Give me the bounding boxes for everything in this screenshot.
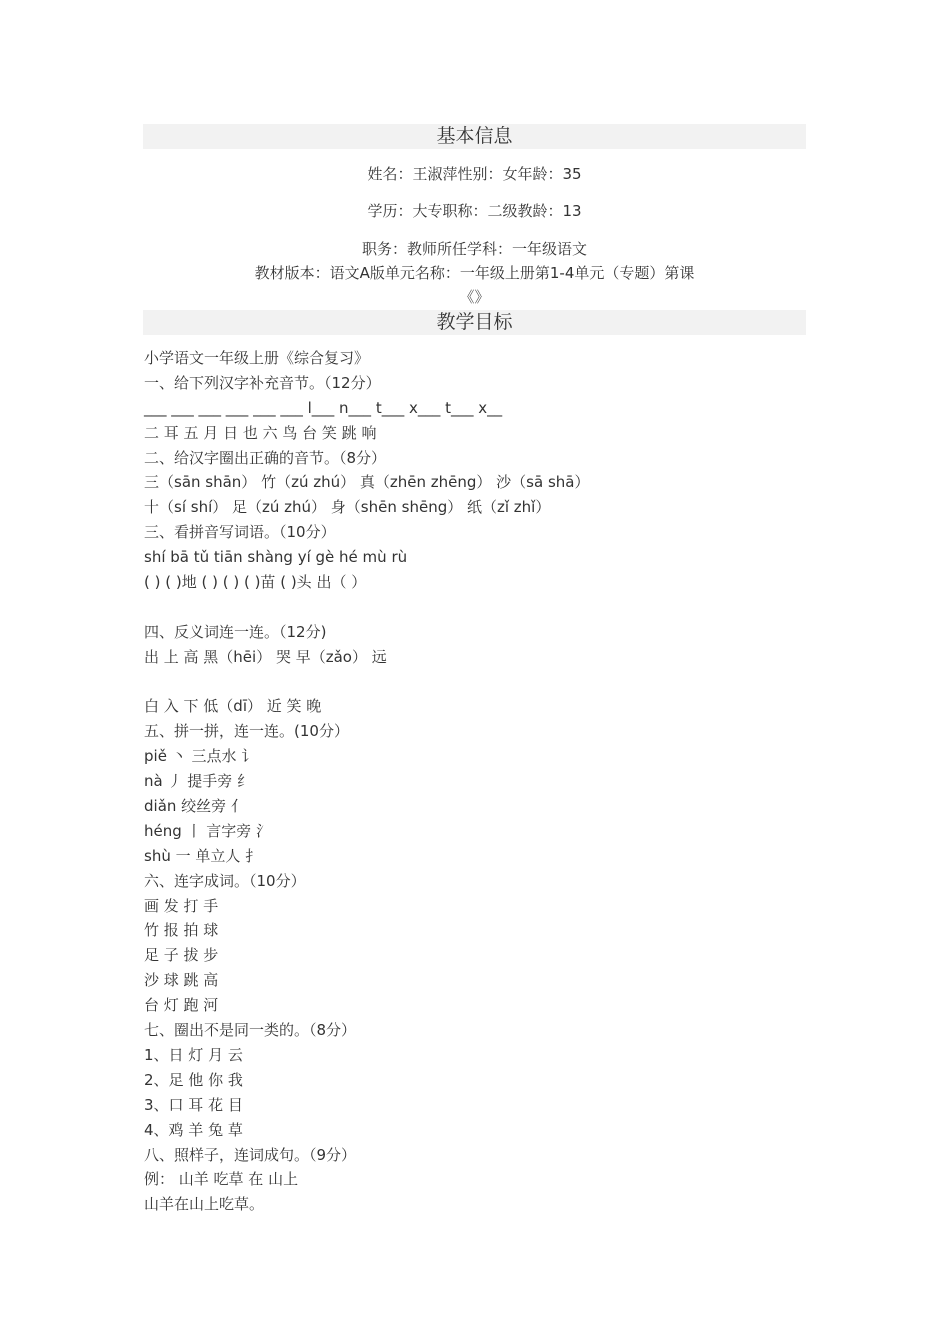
objective-line: diǎn 绞丝旁 亻	[144, 797, 246, 816]
info-line-position: 职务：教师所任学科：一年级语文	[361, 240, 587, 258]
objective-line: 沙 球 跳 高	[144, 971, 219, 990]
objective-line: héng 丨 言字旁 氵	[144, 821, 272, 840]
objectives-body	[144, 346, 824, 1217]
objective-line: 台 灯 跑 河	[144, 996, 219, 1015]
info-line-lesson: 《》	[459, 288, 490, 306]
section-title-objectives: 教学目标	[143, 310, 806, 335]
objective-line: nà 丿 提手旁 纟	[144, 772, 253, 791]
objective-line: 三、看拼音写词语。（10分）	[144, 523, 336, 542]
objective-line: 小学语文一年级上册《综合复习》	[144, 349, 370, 367]
objective-line: 3、口 耳 花 目	[144, 1095, 243, 1114]
info-line-name: 姓名：王淑萍性别：女年龄：35	[367, 165, 582, 183]
objective-line: 四、反义词连一连。（12分)	[144, 622, 327, 641]
info-line-textbook: 教材版本：语文A版单元名称：一年级上册第1-4单元（专题）第课	[254, 264, 695, 282]
objective-line: 2、足 他 你 我	[144, 1070, 243, 1089]
objective-line: 七、圈出不是同一类的。（8分）	[144, 1021, 357, 1040]
objective-line: 画 发 打 手	[144, 896, 219, 915]
objective-line: 一、给下列汉字补充音节。（12分）	[144, 373, 381, 392]
objective-line: 二 耳 五 月 日 也 六 鸟 台 笑 跳 响	[144, 423, 377, 442]
objective-line: ( ) ( )地 ( ) ( ) ( )苗 ( )头 出（ ）	[144, 573, 367, 592]
section-title-basic-info: 基本信息	[143, 124, 806, 149]
objective-line: 竹 报 拍 球	[144, 921, 219, 940]
objective-line: 三（sān shān） 竹（zú zhú） 真（zhēn zhēng） 沙（sā shā）	[144, 473, 590, 492]
objective-line: 五、拼一拼，连一连。(10分）	[144, 722, 349, 741]
objective-line: 足 子 拔 步	[144, 946, 219, 965]
objective-line: piě 丶 三点水 讠	[144, 747, 257, 766]
objective-line: 出 上 高 黑（hēi） 哭 早（zǎo） 远	[144, 647, 387, 666]
objective-line: 山羊在山上吃草。	[144, 1195, 265, 1214]
objective-line: 1、日 灯 月 云	[144, 1045, 243, 1064]
info-line-education: 学历：大专职称：二级教龄：13	[367, 202, 582, 220]
blank-line	[144, 595, 824, 620]
blank-line	[144, 670, 824, 695]
objective-line: ___ ___ ___ ___ ___ ___ l___ n___ t___ x___ t___ x__	[144, 398, 503, 417]
objective-line: shí bā tǔ tiān shàng yí gè hé mù rù	[144, 548, 408, 567]
objective-line: shù 一 单立人 扌	[144, 846, 261, 865]
objective-line: 4、鸡 羊 兔 草	[144, 1120, 243, 1139]
objective-line: 十（sí shí） 足（zú zhú） 身（shēn shēng） 纸（zǐ zhǐ）	[144, 498, 551, 517]
objective-line: 例： 山羊 吃草 在 山上	[144, 1170, 299, 1189]
objective-line: 二、给汉字圈出正确的音节。（8分）	[144, 448, 387, 467]
objective-line: 白 入 下 低（dī） 近 笑 晚	[144, 697, 322, 716]
objective-line: 八、照样子，连词成句。（9分）	[144, 1145, 357, 1164]
objective-line: 六、连字成词。（10分）	[144, 871, 306, 890]
